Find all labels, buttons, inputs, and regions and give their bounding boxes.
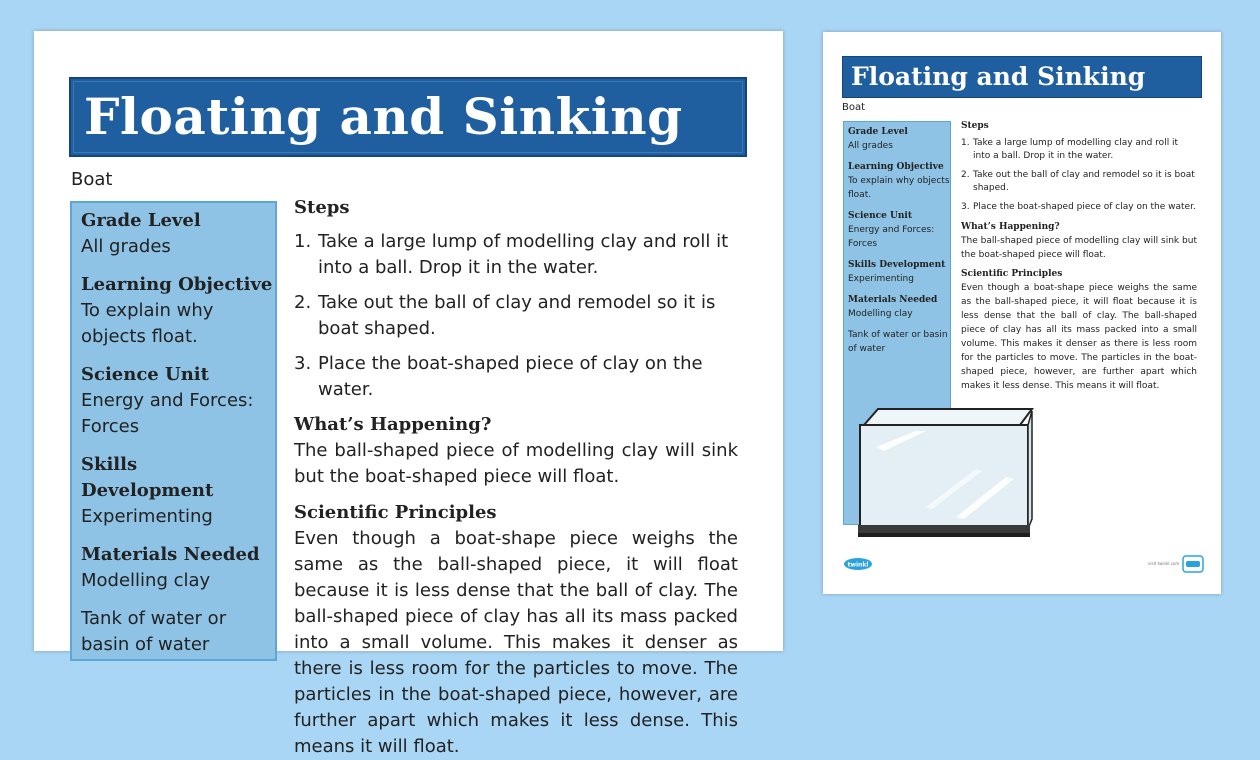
happening-text: The ball-shaped piece of modelling clay will sink but the boat-shaped piece will float. bbox=[294, 440, 738, 487]
principles-text: Even though a boat-shape piece weighs the same as the ball-shaped piece, it will float because it is less dense that the ball of clay. The ball-shaped piece of clay has all its mass packed into a small volume. This makes it denser as there is less room for the particles to move. The particles in the boat-shaped piece, however, are further apart which makes it less dense. This means it will float. bbox=[294, 528, 738, 757]
happening-heading: What’s Happening? bbox=[961, 222, 1060, 232]
steps-list bbox=[961, 137, 1197, 214]
list-item: 1. Take a large lump of modelling clay and roll it into a ball. Drop it in the water. bbox=[961, 138, 1179, 161]
sidebar-item-learning-objective bbox=[81, 272, 275, 350]
sidebar-item-science-unit: Science Unit Energy and Forces: Forces bbox=[848, 211, 935, 249]
sidebar-item-materials-extra bbox=[81, 606, 275, 658]
document-page-large bbox=[34, 31, 783, 757]
document-page-preview bbox=[823, 32, 1221, 594]
sidebar-value: Experimenting bbox=[81, 506, 213, 527]
sidebar-heading: Materials Needed bbox=[81, 544, 260, 565]
info-sidebar bbox=[70, 201, 277, 661]
main-content bbox=[961, 119, 1197, 393]
page-subtitle: Boat bbox=[842, 102, 866, 113]
sidebar-value: Tank of water or basin of water bbox=[81, 608, 227, 655]
sidebar-item-learning-objective: Learning Objective To explain why objects float. bbox=[848, 162, 950, 200]
sidebar-value: Modelling clay bbox=[81, 570, 211, 591]
sidebar-heading: Grade Level bbox=[81, 210, 201, 231]
principles-heading: Scientific Principles bbox=[294, 502, 497, 523]
sidebar-value: To explain why objects float. bbox=[81, 300, 214, 347]
list-item: 2. Take out the ball of clay and remodel so it is boat shaped. bbox=[294, 292, 716, 339]
svg-text:twinkl: twinkl bbox=[847, 561, 869, 569]
sidebar-item-materials-needed bbox=[81, 542, 275, 594]
list-item: 3. Place the boat-shaped piece of clay on the water. bbox=[961, 202, 1196, 212]
happening-text: The ball-shaped piece of modelling clay will sink but the boat-shaped piece will float. bbox=[961, 236, 1197, 260]
sidebar-item-materials-needed: Materials Needed Modelling clay bbox=[848, 295, 938, 319]
sidebar-item-science-unit bbox=[81, 362, 275, 440]
sidebar-value: Energy and Forces: Forces bbox=[81, 390, 254, 437]
page-subtitle: Boat bbox=[71, 169, 113, 190]
sidebar-item-skills-development: Skills Development Experimenting bbox=[848, 260, 946, 284]
steps-heading: Steps bbox=[294, 197, 350, 218]
list-item: 3. Place the boat-shaped piece of clay on the water. bbox=[294, 353, 703, 400]
steps-heading: Steps bbox=[961, 121, 989, 131]
page-title: Floating and Sinking bbox=[851, 62, 1146, 91]
sidebar-heading: Skills Development bbox=[81, 454, 214, 501]
sidebar-item-materials-extra: Tank of water or basin of water bbox=[848, 330, 948, 354]
main-content bbox=[294, 195, 738, 760]
page-title: Floating and Sinking bbox=[84, 87, 683, 146]
steps-list bbox=[294, 229, 738, 403]
twinkl-logo-icon bbox=[843, 557, 873, 571]
sidebar-value: All grades bbox=[81, 236, 171, 257]
list-item: 2. Take out the ball of clay and remodel so it is boat shaped. bbox=[961, 170, 1195, 193]
sidebar-heading: Learning Objective bbox=[81, 274, 273, 295]
sidebar-item-skills-development bbox=[81, 452, 275, 530]
fish-tank-icon bbox=[856, 407, 1034, 541]
sidebar-item-grade-level: Grade Level All grades bbox=[848, 127, 908, 151]
footer-url: visit twinkl.com bbox=[1148, 561, 1180, 566]
happening-heading: What’s Happening? bbox=[294, 414, 492, 435]
principles-text: Even though a boat-shape piece weighs the same as the ball-shaped piece, it will float because it is less dense that the ball of clay. The ball-shaped piece of clay has all its mass packed into a small volume. This makes it denser as there is less room for the particles to move. The particles in the boat-shaped piece, however, are further apart which makes it less dense. This means it will float. bbox=[961, 283, 1197, 391]
sidebar-heading: Science Unit bbox=[81, 364, 209, 385]
principles-heading: Scientific Principles bbox=[961, 269, 1063, 279]
twinkl-badge-icon bbox=[1182, 555, 1204, 573]
list-item: 1. Take a large lump of modelling clay and roll it into a ball. Drop it in the water. bbox=[294, 231, 729, 278]
sidebar-item-grade-level bbox=[81, 208, 275, 260]
